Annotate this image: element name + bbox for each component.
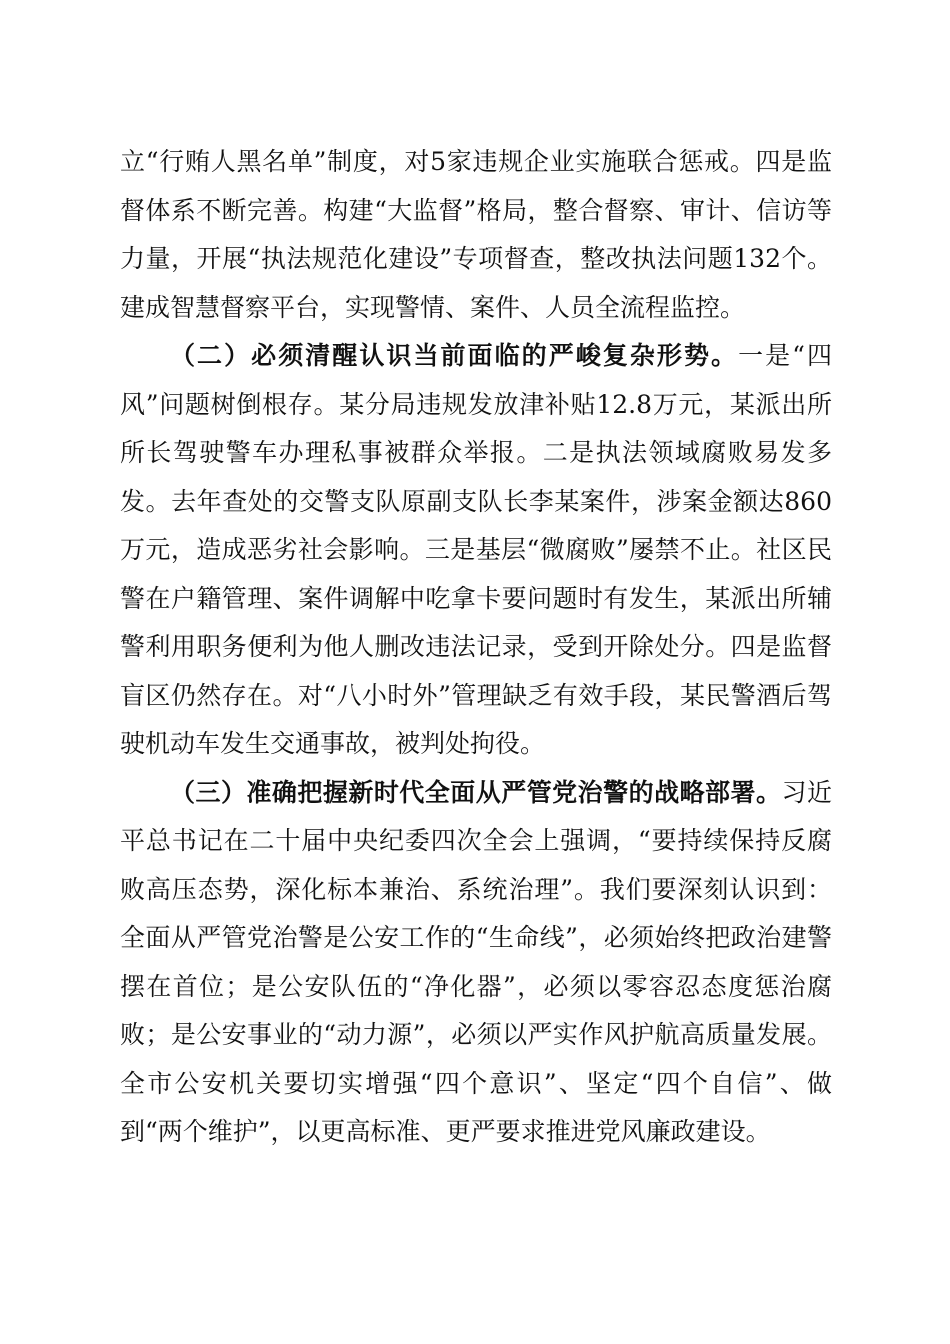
paragraph-continuation bbox=[120, 138, 832, 332]
paragraph-section-three bbox=[120, 769, 832, 1157]
paragraph-text: 习近平总书记在二十届中央纪委四次全会上强调，“要持续保持反腐败高压态势，深化标本兼治、系统治理”。我们要深刻认识到：全面从严管党治警是公安工作的“生命线”，必须始终把政治建警摆在首位；是公安队伍的“净化器”，必须以零容忍态度惩治腐败；是公安事业的“动力源”，必须以严实作风护航高质量发展。全市公安机关要切实增强“四个意识”、坚定“四个自信”、做到“两个维护”，以更高标准、更严要求推进党风廉政建设。 bbox=[120, 777, 832, 1146]
section-two-heading: （二）必须清醒认识当前面临的严峻复杂形势。 bbox=[170, 341, 739, 370]
section-three-heading: （三）准确把握新时代全面从严管党治警的战略部署。 bbox=[170, 777, 782, 807]
paragraph-section-two bbox=[120, 332, 832, 769]
paragraph-text: 立“行贿人黑名单”制度，对5家违规企业实施联合惩戒。四是监督体系不断完善。构建“大监督”格局，整合督察、审计、信访等力量，开展“执法规范化建设”专项督查，整改执法问题132个。建成智慧督察平台，实现警情、案件、人员全流程监控。 bbox=[120, 147, 832, 322]
document-body bbox=[120, 138, 832, 1157]
paragraph-text: 一是“四风”问题树倒根存。某分局违规发放津补贴12.8万元，某派出所所长驾驶警车办理私事被群众举报。二是执法领域腐败易发多发。去年查处的交警支队原副支队长李某案件，涉案金额达860万元，造成恶劣社会影响。三是基层“微腐败”屡禁不止。社区民警在户籍管理、案件调解中吃拿卡要问题时有发生，某派出所辅警利用职务便利为他人删改违法记录，受到开除处分。四是监督盲区仍然存在。对“八小时外”管理缺乏有效手段，某民警酒后驾驶机动车发生交通事故，被判处拘役。 bbox=[120, 341, 832, 758]
